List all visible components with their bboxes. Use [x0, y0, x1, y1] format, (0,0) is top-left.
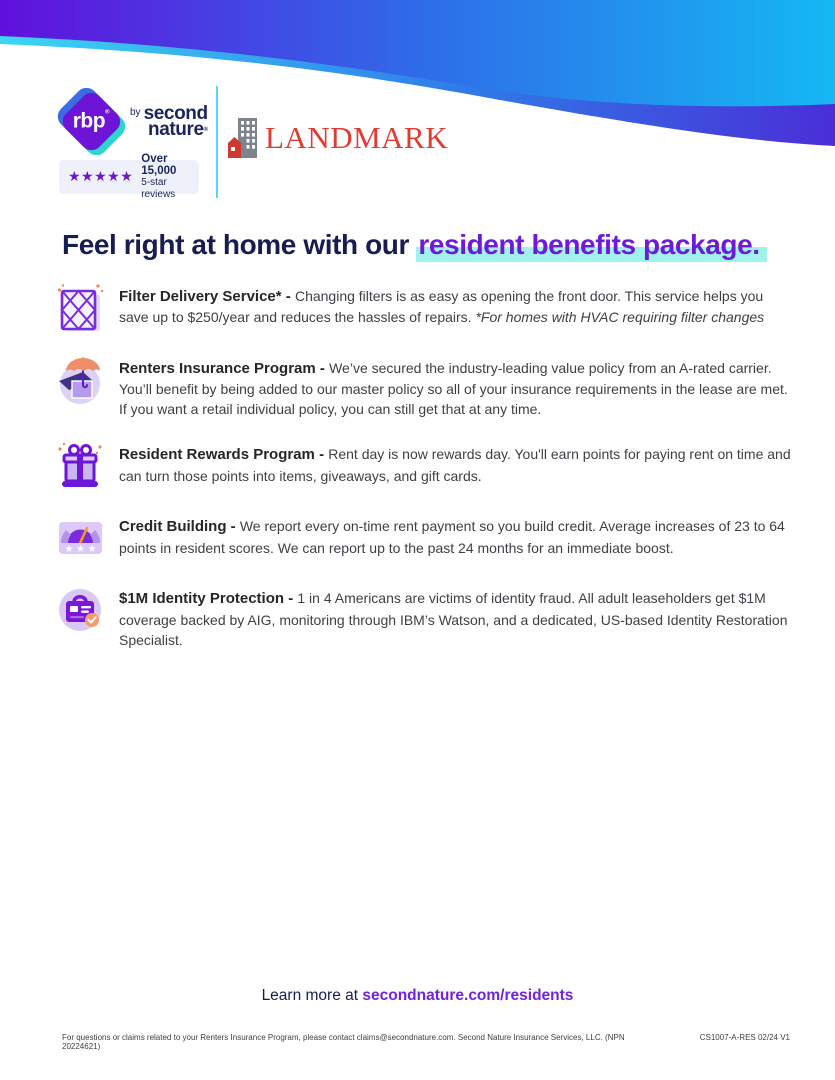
benefit-resident-rewards: Resident Rewards Program - Rent day is now rewards day. You'll earn points for paying rent on time and can turn those points into items, giveaways, and gift cards.	[57, 441, 793, 491]
benefit-body: Changing filters is as easy as opening the front door. This service helps you save up to $250/year and reduces the hassles of repairs.	[119, 288, 764, 326]
headline-highlight: resident benefits package.	[416, 229, 766, 262]
benefit-note: *For homes with HVAC requiring filter changes	[475, 309, 765, 326]
svg-text:★: ★	[87, 544, 97, 556]
benefit-title: Renters Insurance Program	[119, 360, 316, 377]
benefit-title: Credit Building	[119, 518, 227, 536]
reviews-count: Over 15,000	[141, 153, 177, 177]
learn-more-line: Learn more at secondnature.com/residents	[261, 987, 574, 1004]
second-nature-wordmark	[130, 103, 208, 140]
secondnature-residents-link[interactable]: secondnature.com/residents	[362, 987, 574, 1004]
credit-gauge-icon	[57, 513, 104, 563]
benefit-filter-delivery: Filter Delivery Service* - Changing filters is as easy as opening the front door. This service helps you save up to $250/year and reduces the hassles of repairs. *For homes with HVAC requiring filter changes	[57, 283, 793, 333]
gift-box-icon	[57, 441, 104, 491]
reviews-label: 5-star reviews	[141, 177, 176, 200]
benefit-title: Filter Delivery Service*	[119, 288, 282, 305]
page-title: Feel right at home with our resident benefits package.	[62, 229, 802, 261]
benefit-body: We report every on-time rent payment so you build credit. Average increases of 23 to 64 points in resident scores. We can report up to the past 24 months for an immediate boost.	[119, 518, 785, 556]
benefit-renters-insurance: Renters Insurance Program - We’ve secured the industry-leading value policy from an A-rated carrier. You’ll benefit by being added to our master policy so all of your insurance requirements in the lease are met. If you want a retail individual policy, you can still get that at any time.	[57, 355, 793, 419]
document-code: CS1007-A-RES 02/24 V1	[699, 1033, 790, 1042]
benefit-body: Rent day is now rewards day. You'll earn points for paying rent on time and can turn those points into items, giveaways, and gift cards.	[119, 446, 791, 484]
id-card-icon	[57, 585, 104, 635]
header-divider	[216, 86, 218, 198]
rbp-logo-mark	[58, 88, 126, 156]
benefit-title: Resident Rewards Program	[119, 446, 315, 464]
benefit-credit-building: ★ ★ ★ Credit Building - We report every on-time rent payment so you build credit. Average increases of 23 to 64 points in resident scores. We can report up to the past 24 months for an immediate boost.	[57, 513, 793, 563]
by-label: by	[130, 107, 141, 118]
rbp-purple-diamond	[58, 88, 124, 154]
benefit-body: We’ve secured the industry-leading value policy from an A-rated carrier. You’ll benefit by being added to our master policy so all of your insurance requirements in the lease are met. If you want a retail individual policy, you can still get that at any time.	[119, 360, 788, 418]
benefit-title: $1M Identity Protection	[119, 590, 285, 608]
benefit-identity-protection: $1M Identity Protection - 1 in 4 Americans are victims of identity fraud. All adult leaseholders get $1M coverage backed by AIG, monitoring through IBM’s Watson, and a dedicated, US-based Identity Restoration Specialist.	[57, 585, 793, 649]
svg-text:★: ★	[64, 544, 74, 556]
rbp-logo-text: rbp®	[73, 109, 110, 133]
building-icon	[228, 118, 262, 158]
svg-text:★: ★	[76, 544, 85, 556]
five-stars-icon: ★★★★★	[68, 169, 134, 185]
reviews-badge	[59, 153, 199, 200]
second-nature-lines: second nature®	[143, 103, 208, 140]
benefits-list	[57, 283, 793, 650]
legal-fine-print: For questions or claims related to your Renters Insurance Program, please contact claims@secondnature.com. Second Nature Insurance Services, LLC. (NPN 20224621)	[62, 1033, 625, 1051]
umbrella-house-icon	[57, 355, 104, 405]
landmark-wordmark: LANDMARK	[265, 120, 449, 155]
air-filter-icon	[57, 283, 104, 333]
landmark-logo	[228, 118, 448, 158]
benefit-body: 1 in 4 Americans are victims of identity fraud. All adult leaseholders get $1M coverage backed by AIG, monitoring through IBM’s Watson, and a dedicated, US-based Identity Restoration Specialist.	[119, 590, 788, 648]
